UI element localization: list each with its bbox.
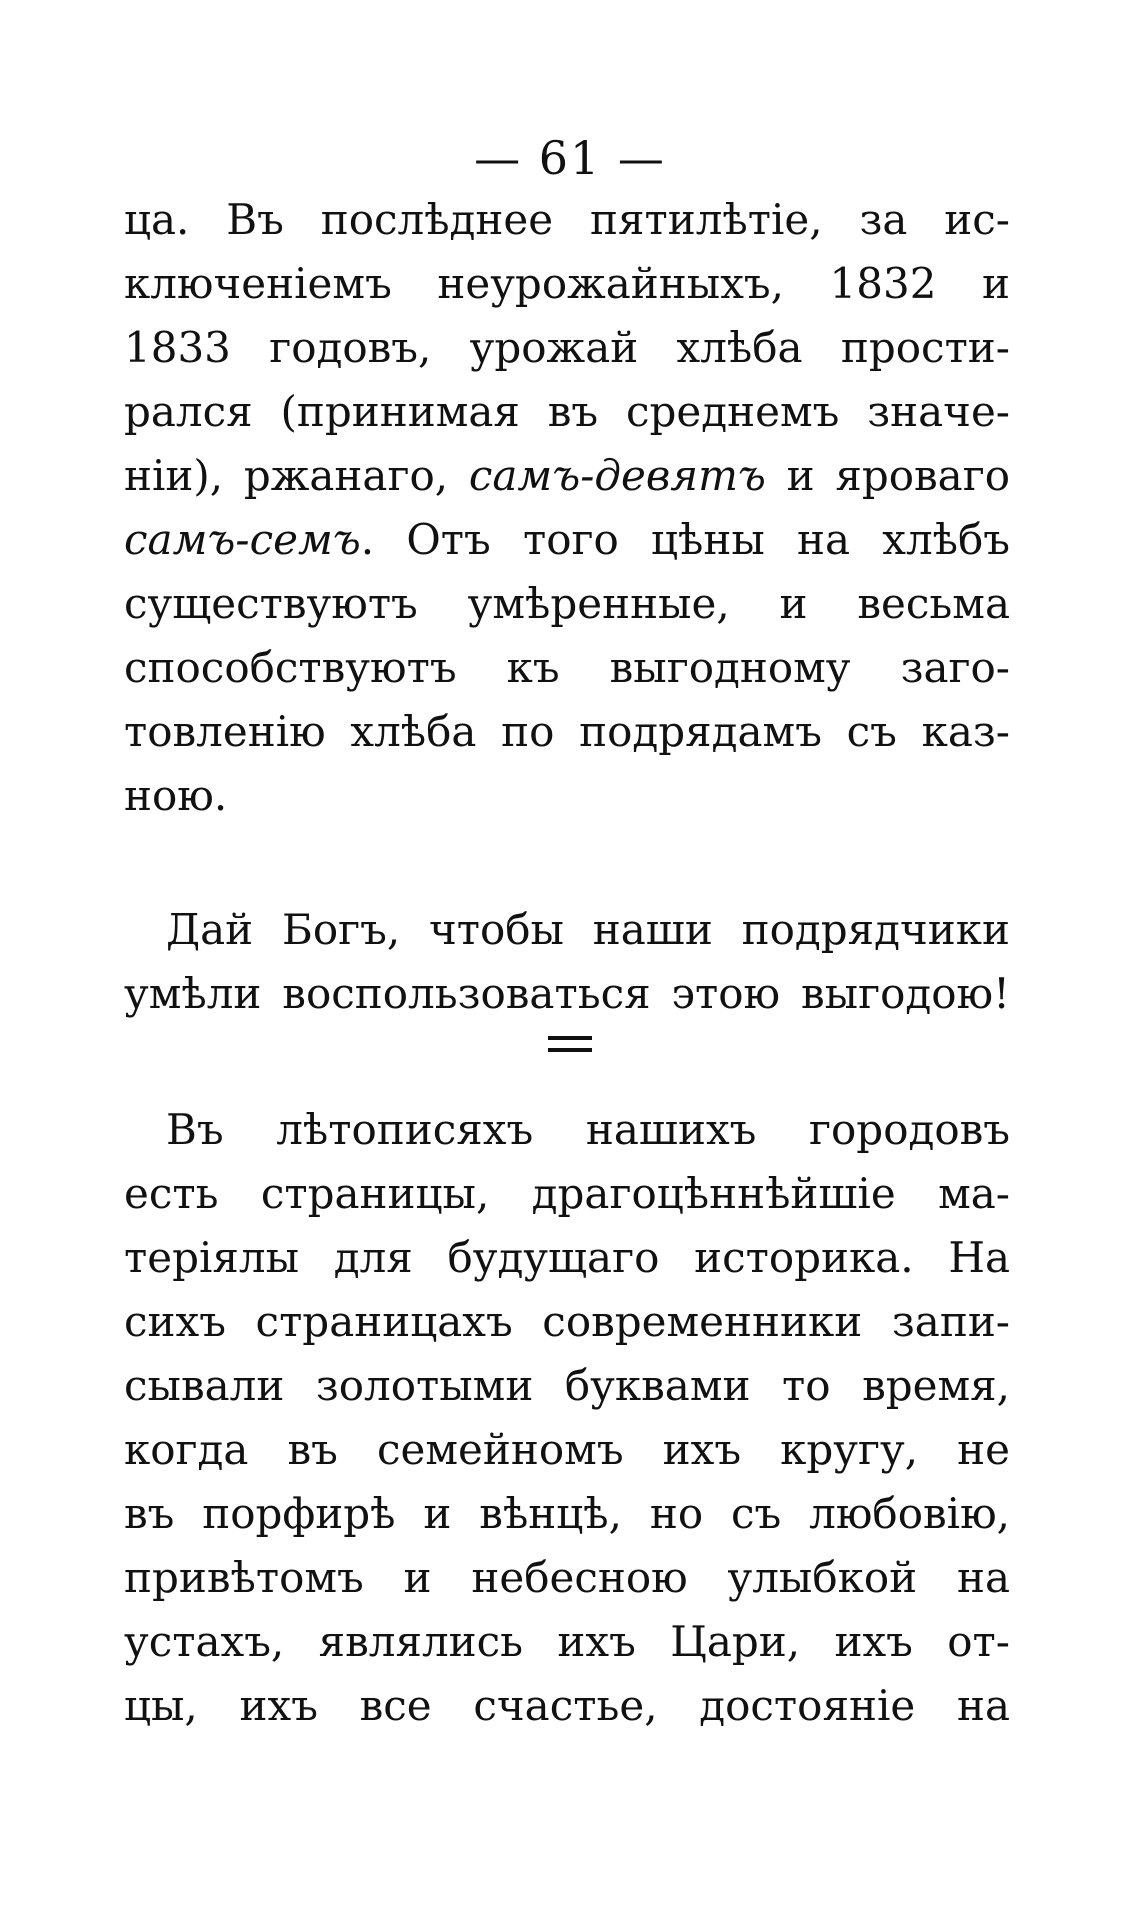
- text-line: цы, ихъ все счастье, достояніе на: [124, 1681, 1010, 1730]
- text-line: товленію хлѣба по подрядамъ съ каз-: [124, 707, 1010, 756]
- italic-span: самъ-семъ: [124, 515, 361, 564]
- paragraph-3: [124, 1098, 1010, 1738]
- text-span: . Отъ того цѣны на хлѣбъ: [360, 515, 1010, 564]
- section-separator: [0, 1032, 1140, 1056]
- text-line: есть страницы, драгоцѣннѣйшіе ма-: [124, 1169, 1010, 1218]
- separator-bar: [548, 1048, 592, 1052]
- text-line-with-italic: [124, 444, 1010, 508]
- text-line: когда въ семейномъ ихъ кругу, не: [124, 1425, 1010, 1474]
- text-line: привѣтомъ и небесною улыбкой на: [124, 1553, 1010, 1602]
- text-line: въ порфирѣ и вѣнцѣ, но съ любовію,: [124, 1489, 1010, 1538]
- text-line: сывали золотыми буквами то время,: [124, 1361, 1010, 1410]
- paragraph-2: [124, 898, 1010, 1026]
- text-line: устахъ, являлись ихъ Цари, ихъ от-: [124, 1617, 1010, 1666]
- text-line: теріялы для будущаго историка. На: [124, 1233, 1010, 1282]
- italic-span: самъ-девятъ: [468, 451, 766, 500]
- text-line: Дай Богъ, чтобы наши подрядчики: [166, 905, 1010, 954]
- text-line-with-italic: [124, 508, 1010, 572]
- page-number: — 61 —: [474, 131, 666, 185]
- text-line: 1833 годовъ, урожай хлѣба прости-: [124, 323, 1010, 372]
- text-line: сихъ страницахъ современники запи-: [124, 1297, 1010, 1346]
- text-span: и яроваго: [765, 451, 1010, 500]
- text-line: рался (принимая въ среднемъ значе-: [124, 387, 1010, 436]
- text-line: существуютъ умѣренные, и весьма: [124, 579, 1010, 628]
- text-line: способствуютъ къ выгодному заго-: [124, 643, 1010, 692]
- separator-bar: [548, 1036, 592, 1040]
- text-line: ца. Въ послѣднее пятилѣтіе, за ис-: [124, 195, 1010, 244]
- text-line: ключеніемъ неурожайныхъ, 1832 и: [124, 259, 1010, 308]
- text-line: Въ лѣтописяхъ нашихъ городовъ: [166, 1105, 1010, 1154]
- paragraph-1: [124, 188, 1010, 828]
- text-line: ною.: [124, 771, 228, 820]
- text-span: ніи), ржанаго,: [124, 451, 469, 500]
- text-line: умѣли воспользоваться этою выгодою!: [124, 969, 1010, 1018]
